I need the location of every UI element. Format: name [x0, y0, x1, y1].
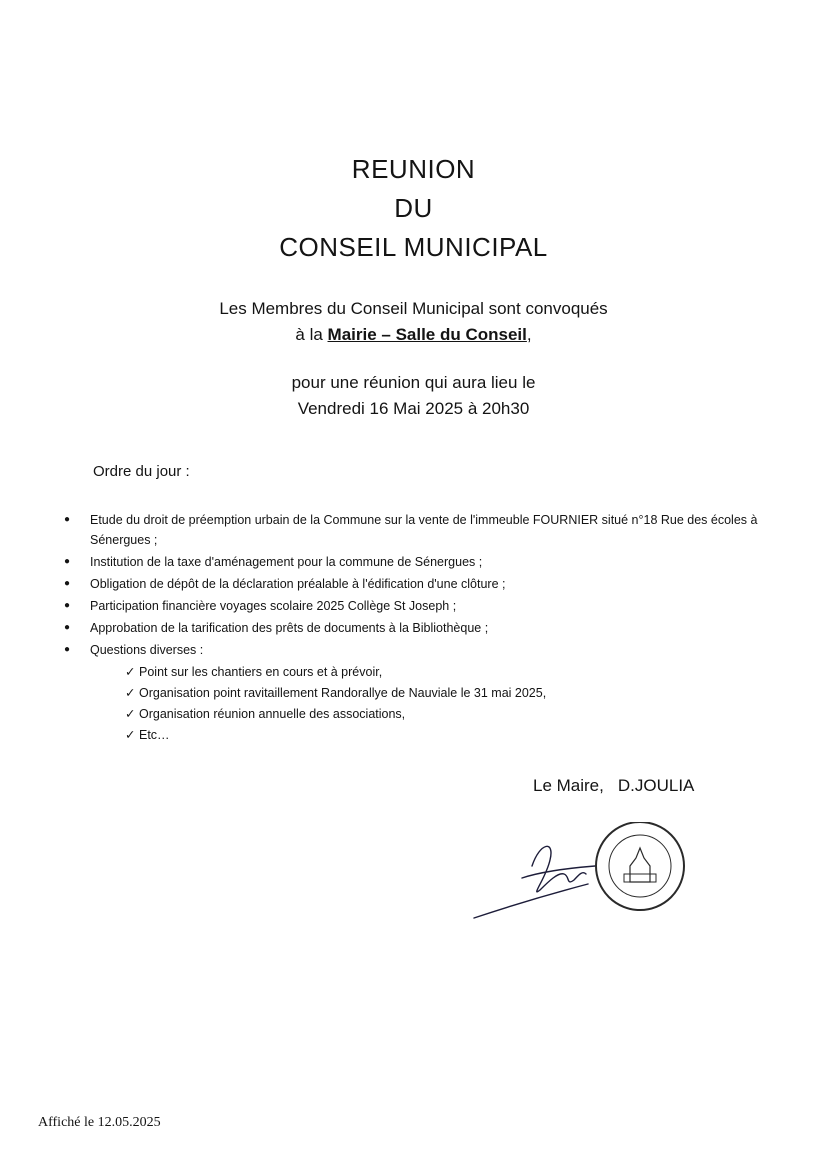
convocation-place-line — [0, 322, 827, 348]
bullet-icon: ● — [64, 578, 71, 589]
checkmark-icon: ✓ — [125, 686, 136, 700]
sub-list-item-text: Organisation point ravitaillement Randorallye de Nauviale le 31 mai 2025, — [139, 686, 547, 700]
agenda-item-text: Etude du droit de préemption urbain de la Commune sur la vente de l'immeuble FOURNIER situé n°18 Rue des écoles à Sénergues ; — [90, 513, 758, 547]
title-line-1: REUNION — [351, 154, 476, 184]
agenda-item — [62, 510, 797, 550]
agenda-item-text: Questions diverses : — [90, 643, 204, 657]
agenda-item — [62, 596, 797, 616]
title-line-2: DU — [394, 193, 433, 223]
signature-and-stamp — [470, 822, 700, 922]
bullet-icon: ● — [64, 644, 71, 655]
agenda-list — [62, 510, 797, 748]
mayor-name: D.JOULIA — [617, 776, 695, 795]
sub-list-item-text: Point sur les chantiers en cours et à prévoir, — [139, 665, 383, 679]
checkmark-icon: ✓ — [125, 707, 136, 721]
handwritten-signature — [474, 846, 595, 918]
bullet-icon: ● — [64, 556, 71, 567]
sub-list-item-text: Etc… — [139, 728, 170, 742]
sub-list-item — [125, 704, 797, 725]
bullet-icon: ● — [64, 600, 71, 611]
agenda-item-text: Participation financière voyages scolaire 2025 Collège St Joseph ; — [90, 599, 457, 613]
posting-date: Affiché le 12.05.2025 — [38, 1115, 161, 1130]
convocation-prefix: à la — [295, 325, 328, 344]
agenda-item-text: Institution de la taxe d'aménagement pour la commune de Sénergues ; — [90, 555, 483, 569]
sub-list-item — [125, 662, 797, 683]
agenda-heading: Ordre du jour : — [93, 463, 190, 480]
bullet-icon: ● — [64, 622, 71, 633]
convocation-line: Les Membres du Conseil Municipal sont convoqués — [219, 299, 608, 318]
mayor-role: Le Maire, — [533, 776, 604, 795]
checkmark-icon: ✓ — [125, 728, 136, 742]
title-line-3: CONSEIL MUNICIPAL — [279, 232, 548, 262]
sub-list-item — [125, 725, 797, 746]
checkmark-icon: ✓ — [125, 665, 136, 679]
sub-list-item-text: Organisation réunion annuelle des associations, — [139, 707, 406, 721]
sub-list-item — [125, 683, 797, 704]
convocation-suffix: , — [526, 325, 532, 344]
signature-svg — [470, 822, 700, 922]
agenda-item-text: Obligation de dépôt de la déclaration préalable à l'édification d'une clôture ; — [90, 577, 506, 591]
agenda-item — [62, 552, 797, 572]
agenda-item — [62, 574, 797, 594]
meeting-date-time: Vendredi 16 Mai 2025 à 20h30 — [297, 399, 530, 418]
document-title — [0, 150, 827, 267]
agenda-item-text: Approbation de la tarification des prêts de documents à la Bibliothèque ; — [90, 621, 489, 635]
convocation-text — [0, 296, 827, 348]
agenda-item — [62, 640, 797, 746]
mayor-signature-line — [533, 776, 694, 796]
mairie-stamp — [596, 822, 684, 910]
meeting-intro: pour une réunion qui aura lieu le — [291, 373, 536, 392]
meeting-place: Mairie – Salle du Conseil — [327, 325, 527, 344]
bullet-icon: ● — [64, 514, 71, 525]
questions-diverses-list — [125, 662, 797, 746]
meeting-details — [0, 370, 827, 422]
agenda-item — [62, 618, 797, 638]
